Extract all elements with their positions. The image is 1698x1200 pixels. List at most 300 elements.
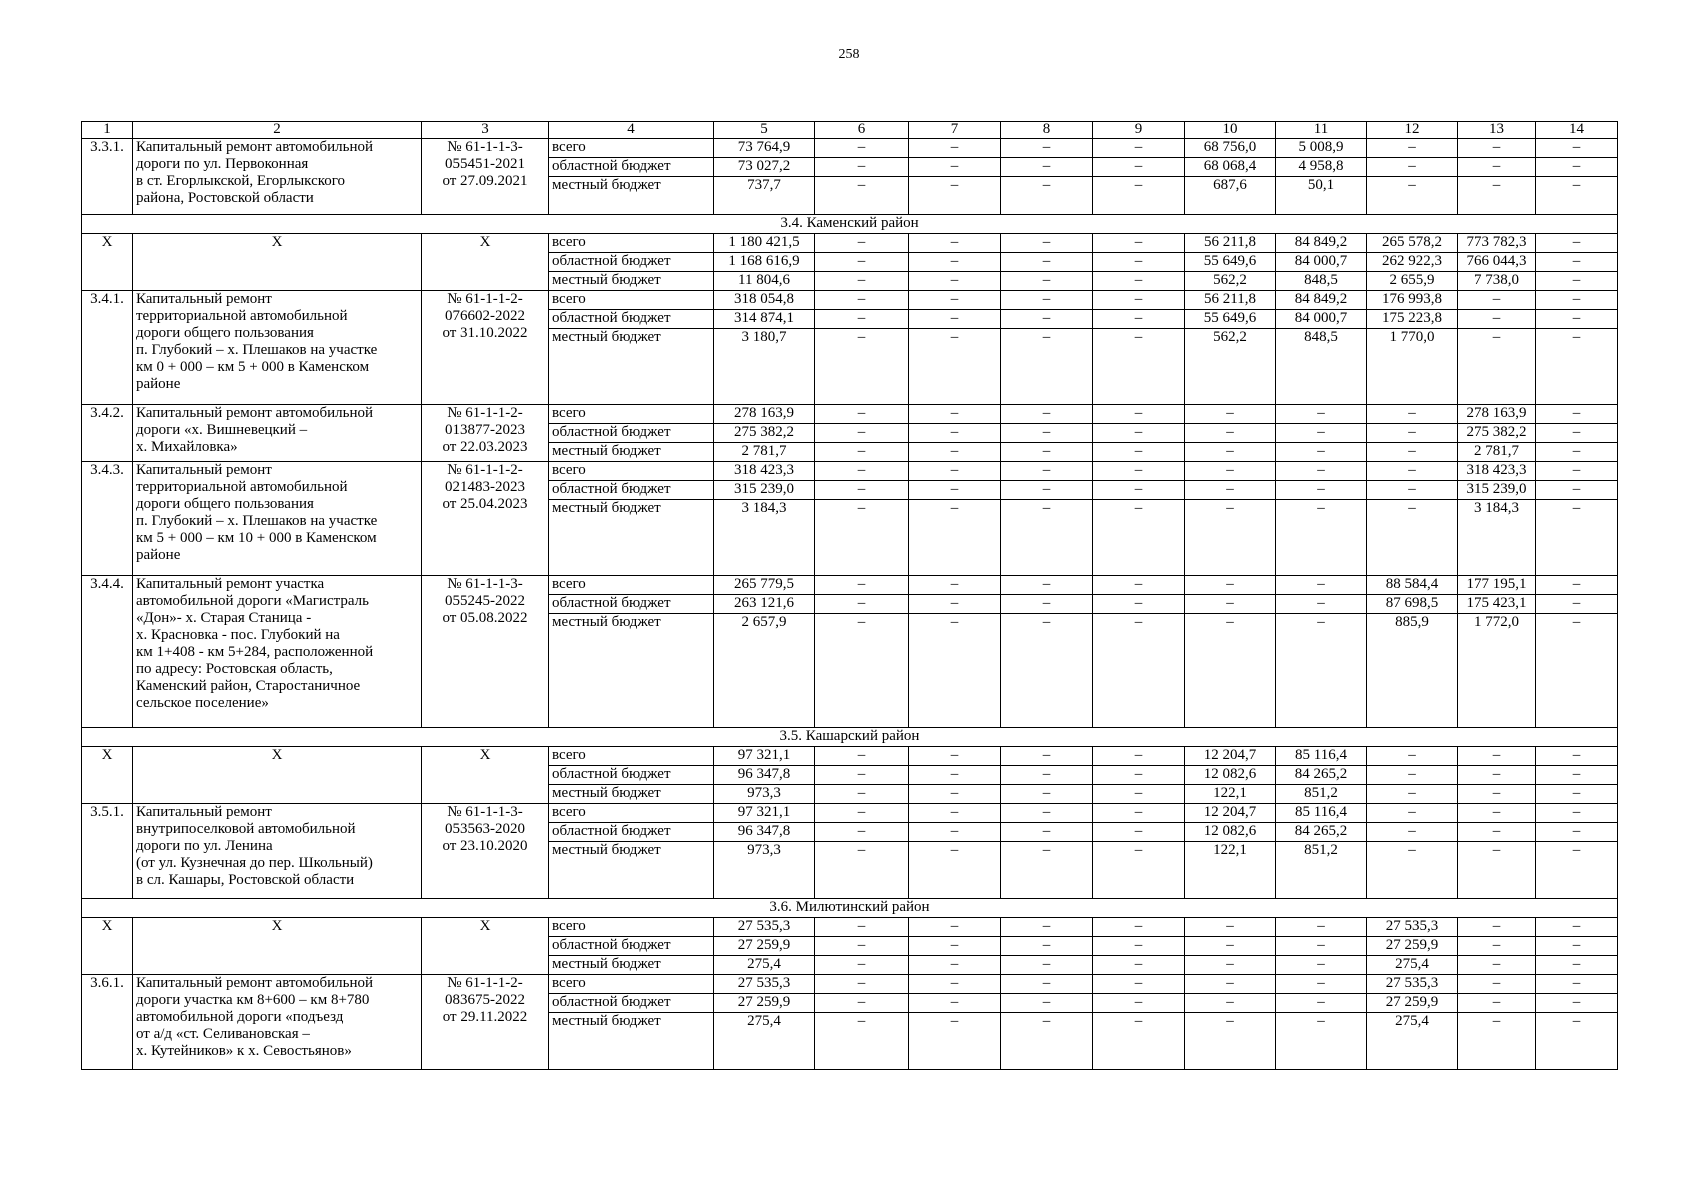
- table-row: [82, 576, 1618, 595]
- value-cell: –: [1367, 747, 1458, 766]
- value-cell: –: [1001, 291, 1093, 310]
- value-cell: 263 121,6: [714, 595, 815, 614]
- value-cell: –: [909, 329, 1001, 405]
- value-cell: 973,3: [714, 785, 815, 804]
- text-line: 083675-2022: [445, 992, 525, 1008]
- value-cell: –: [909, 234, 1001, 253]
- value-cell: 27 535,3: [1367, 918, 1458, 937]
- value-cell: –: [1458, 994, 1536, 1013]
- value-cell: –: [1536, 994, 1618, 1013]
- value-cell: –: [1458, 804, 1536, 823]
- text-line: 021483-2023: [445, 479, 525, 495]
- value-cell: –: [1185, 937, 1276, 956]
- text-line: от 29.11.2022: [442, 1009, 528, 1025]
- value-cell: –: [1185, 994, 1276, 1013]
- value-cell: 55 649,6: [1185, 253, 1276, 272]
- value-cell: –: [1536, 481, 1618, 500]
- value-cell: –: [1093, 291, 1185, 310]
- value-cell: –: [1001, 500, 1093, 576]
- funding-source: местный бюджет: [549, 614, 714, 728]
- value-cell: –: [1001, 766, 1093, 785]
- value-cell: –: [1276, 918, 1367, 937]
- value-cell: –: [909, 272, 1001, 291]
- value-cell: –: [1093, 405, 1185, 424]
- value-cell: 3 184,3: [714, 500, 815, 576]
- value-cell: –: [1001, 785, 1093, 804]
- text-line: от 27.09.2021: [442, 173, 528, 189]
- value-cell: –: [815, 234, 909, 253]
- funding-source: областной бюджет: [549, 253, 714, 272]
- funding-source: всего: [549, 975, 714, 994]
- value-cell: –: [815, 158, 909, 177]
- text-line: по адресу: Ростовская область,: [136, 661, 333, 677]
- item-registration: [422, 139, 549, 215]
- value-cell: –: [1185, 595, 1276, 614]
- value-cell: –: [1185, 405, 1276, 424]
- value-cell: –: [1367, 424, 1458, 443]
- value-cell: –: [1458, 139, 1536, 158]
- item-registration: [422, 462, 549, 576]
- text-line: внутрипоселковой автомобильной: [136, 821, 356, 837]
- text-line: дороги по ул. Ленина: [136, 838, 273, 854]
- value-cell: –: [909, 994, 1001, 1013]
- funding-source: всего: [549, 291, 714, 310]
- value-cell: 848,5: [1276, 329, 1367, 405]
- text-line: района, Ростовской области: [136, 190, 314, 206]
- value-cell: 7 738,0: [1458, 272, 1536, 291]
- value-cell: 84 000,7: [1276, 310, 1367, 329]
- value-cell: 851,2: [1276, 785, 1367, 804]
- value-cell: –: [1458, 975, 1536, 994]
- value-cell: –: [1001, 405, 1093, 424]
- text-line: Капитальный ремонт: [136, 804, 272, 820]
- text-line: х. Михайловка»: [136, 439, 238, 455]
- value-cell: –: [909, 405, 1001, 424]
- value-cell: –: [1367, 405, 1458, 424]
- value-cell: 318 423,3: [1458, 462, 1536, 481]
- value-cell: –: [1536, 747, 1618, 766]
- item-number: 3.4.4.: [82, 576, 133, 728]
- value-cell: 12 204,7: [1185, 747, 1276, 766]
- value-cell: –: [1276, 614, 1367, 728]
- value-cell: 2 655,9: [1367, 272, 1458, 291]
- table-row: [82, 462, 1618, 481]
- value-cell: –: [815, 823, 909, 842]
- value-cell: –: [1093, 272, 1185, 291]
- value-cell: 275,4: [1367, 1013, 1458, 1070]
- item-number: X: [82, 234, 133, 291]
- value-cell: 85 116,4: [1276, 804, 1367, 823]
- text-line: 055245-2022: [445, 593, 525, 609]
- text-line: сельское поселение»: [136, 695, 269, 711]
- value-cell: 1 770,0: [1367, 329, 1458, 405]
- text-line: № 61-1-1-2-: [447, 975, 523, 991]
- value-cell: 175 423,1: [1458, 595, 1536, 614]
- value-cell: –: [1458, 918, 1536, 937]
- text-line: от 23.10.2020: [442, 838, 528, 854]
- value-cell: 848,5: [1276, 272, 1367, 291]
- column-header: 5: [714, 122, 815, 139]
- value-cell: –: [815, 177, 909, 215]
- value-cell: –: [1001, 975, 1093, 994]
- text-line: № 61-1-1-2-: [447, 291, 523, 307]
- value-cell: 687,6: [1185, 177, 1276, 215]
- item-registration: [422, 405, 549, 462]
- value-cell: –: [1276, 424, 1367, 443]
- value-cell: 55 649,6: [1185, 310, 1276, 329]
- value-cell: –: [909, 158, 1001, 177]
- section-title: 3.6. Милютинский район: [82, 899, 1618, 918]
- value-cell: –: [1536, 785, 1618, 804]
- funding-source: всего: [549, 405, 714, 424]
- value-cell: –: [909, 139, 1001, 158]
- text-line: в ст. Егорлыкской, Егорлыкского: [136, 173, 346, 189]
- value-cell: 5 008,9: [1276, 139, 1367, 158]
- text-line: территориальной автомобильной: [136, 479, 348, 495]
- value-cell: –: [1458, 937, 1536, 956]
- value-cell: –: [1276, 443, 1367, 462]
- text-line: от 25.04.2023: [442, 496, 528, 512]
- table-row: [82, 291, 1618, 310]
- value-cell: –: [1001, 576, 1093, 595]
- value-cell: 84 849,2: [1276, 234, 1367, 253]
- section-row: [82, 215, 1618, 234]
- item-registration: [422, 804, 549, 899]
- item-number: X: [82, 918, 133, 975]
- value-cell: –: [909, 576, 1001, 595]
- value-cell: 11 804,6: [714, 272, 815, 291]
- value-cell: 737,7: [714, 177, 815, 215]
- value-cell: –: [1093, 500, 1185, 576]
- value-cell: –: [1458, 785, 1536, 804]
- value-cell: –: [909, 937, 1001, 956]
- value-cell: –: [909, 785, 1001, 804]
- value-cell: 275 382,2: [714, 424, 815, 443]
- value-cell: 265 779,5: [714, 576, 815, 595]
- value-cell: 97 321,1: [714, 747, 815, 766]
- text-line: дороги «х. Вишневецкий –: [136, 422, 308, 438]
- funding-source: областной бюджет: [549, 481, 714, 500]
- value-cell: 68 068,4: [1185, 158, 1276, 177]
- value-cell: –: [1093, 823, 1185, 842]
- column-header: 3: [422, 122, 549, 139]
- value-cell: –: [1276, 462, 1367, 481]
- value-cell: 262 922,3: [1367, 253, 1458, 272]
- item-number: 3.5.1.: [82, 804, 133, 899]
- funding-source: областной бюджет: [549, 424, 714, 443]
- page-number: 258: [838, 47, 860, 62]
- value-cell: –: [909, 481, 1001, 500]
- item-number: 3.4.2.: [82, 405, 133, 462]
- column-header: 12: [1367, 122, 1458, 139]
- text-line: в сл. Кашары, Ростовской области: [136, 872, 355, 888]
- value-cell: –: [1001, 310, 1093, 329]
- value-cell: –: [815, 500, 909, 576]
- section-row: [82, 728, 1618, 747]
- value-cell: –: [815, 956, 909, 975]
- value-cell: 315 239,0: [714, 481, 815, 500]
- value-cell: –: [1001, 329, 1093, 405]
- value-cell: –: [1536, 766, 1618, 785]
- table-row: [82, 975, 1618, 994]
- value-cell: –: [909, 443, 1001, 462]
- text-line: Капитальный ремонт: [136, 291, 272, 307]
- text-line: дороги участка км 8+600 – км 8+780: [136, 992, 370, 1008]
- value-cell: –: [909, 918, 1001, 937]
- value-cell: 27 535,3: [714, 918, 815, 937]
- text-line: X: [479, 234, 491, 250]
- section-title: 3.5. Кашарский район: [82, 728, 1618, 747]
- value-cell: –: [1001, 956, 1093, 975]
- value-cell: –: [1093, 842, 1185, 899]
- section-row: [82, 899, 1618, 918]
- value-cell: –: [1367, 481, 1458, 500]
- value-cell: –: [1093, 1013, 1185, 1070]
- value-cell: –: [1093, 747, 1185, 766]
- item-number: X: [82, 747, 133, 804]
- funding-source: местный бюджет: [549, 443, 714, 462]
- text-line: X: [271, 918, 283, 934]
- value-cell: –: [909, 956, 1001, 975]
- text-line: X: [271, 747, 283, 763]
- value-cell: –: [1093, 614, 1185, 728]
- value-cell: –: [1536, 253, 1618, 272]
- column-header: 9: [1093, 122, 1185, 139]
- value-cell: –: [1093, 595, 1185, 614]
- value-cell: 84 000,7: [1276, 253, 1367, 272]
- text-line: 076602-2022: [445, 308, 525, 324]
- text-line: х. Красновка - пос. Глубокий на: [136, 627, 340, 643]
- value-cell: –: [1185, 443, 1276, 462]
- value-cell: 97 321,1: [714, 804, 815, 823]
- item-registration: [422, 291, 549, 405]
- value-cell: –: [1001, 424, 1093, 443]
- value-cell: –: [1001, 918, 1093, 937]
- value-cell: 73 764,9: [714, 139, 815, 158]
- value-cell: 4 958,8: [1276, 158, 1367, 177]
- value-cell: –: [909, 500, 1001, 576]
- item-registration: [422, 234, 549, 291]
- text-line: № 61-1-1-2-: [447, 462, 523, 478]
- value-cell: –: [1001, 1013, 1093, 1070]
- value-cell: –: [909, 1013, 1001, 1070]
- funding-source: областной бюджет: [549, 823, 714, 842]
- value-cell: –: [1367, 823, 1458, 842]
- value-cell: 851,2: [1276, 842, 1367, 899]
- value-cell: –: [1001, 139, 1093, 158]
- text-line: от а/д «ст. Селивановская –: [136, 1026, 310, 1042]
- value-cell: –: [909, 595, 1001, 614]
- text-line: Капитальный ремонт участка: [136, 576, 325, 592]
- text-line: 053563-2020: [445, 821, 525, 837]
- value-cell: –: [1536, 823, 1618, 842]
- value-cell: –: [909, 975, 1001, 994]
- text-line: км 5 + 000 – км 10 + 000 в Каменском: [136, 530, 377, 546]
- value-cell: –: [1276, 576, 1367, 595]
- value-cell: 275,4: [1367, 956, 1458, 975]
- value-cell: –: [1536, 975, 1618, 994]
- value-cell: 885,9: [1367, 614, 1458, 728]
- value-cell: 2 781,7: [714, 443, 815, 462]
- value-cell: 73 027,2: [714, 158, 815, 177]
- value-cell: –: [1185, 956, 1276, 975]
- value-cell: 84 849,2: [1276, 291, 1367, 310]
- value-cell: –: [1367, 443, 1458, 462]
- value-cell: –: [1093, 975, 1185, 994]
- value-cell: 973,3: [714, 842, 815, 899]
- value-cell: –: [1458, 158, 1536, 177]
- value-cell: –: [1458, 842, 1536, 899]
- funding-source: всего: [549, 462, 714, 481]
- value-cell: 12 082,6: [1185, 766, 1276, 785]
- value-cell: –: [815, 481, 909, 500]
- value-cell: –: [1536, 937, 1618, 956]
- text-line: Капитальный ремонт автомобильной: [136, 405, 374, 421]
- value-cell: –: [815, 310, 909, 329]
- item-name: [133, 462, 422, 576]
- value-cell: –: [815, 747, 909, 766]
- table-row: [82, 405, 1618, 424]
- column-header: 11: [1276, 122, 1367, 139]
- column-header: 13: [1458, 122, 1536, 139]
- value-cell: 3 180,7: [714, 329, 815, 405]
- value-cell: 12 082,6: [1185, 823, 1276, 842]
- value-cell: –: [1536, 424, 1618, 443]
- value-cell: –: [1185, 576, 1276, 595]
- value-cell: 3 184,3: [1458, 500, 1536, 576]
- value-cell: –: [1185, 500, 1276, 576]
- text-line: X: [479, 747, 491, 763]
- column-header: 10: [1185, 122, 1276, 139]
- text-line: п. Глубокий – х. Плешаков на участке: [136, 513, 378, 529]
- value-cell: 562,2: [1185, 329, 1276, 405]
- value-cell: –: [815, 405, 909, 424]
- value-cell: 50,1: [1276, 177, 1367, 215]
- value-cell: –: [1276, 405, 1367, 424]
- table-row: [82, 139, 1618, 158]
- value-cell: 56 211,8: [1185, 291, 1276, 310]
- text-line: № 61-1-1-3-: [447, 576, 523, 592]
- value-cell: –: [909, 614, 1001, 728]
- value-cell: –: [815, 975, 909, 994]
- text-line: № 61-1-1-3-: [447, 139, 523, 155]
- funding-source: местный бюджет: [549, 177, 714, 215]
- value-cell: –: [1276, 1013, 1367, 1070]
- value-cell: –: [1458, 1013, 1536, 1070]
- value-cell: 1 168 616,9: [714, 253, 815, 272]
- item-number: 3.3.1.: [82, 139, 133, 215]
- value-cell: 175 223,8: [1367, 310, 1458, 329]
- item-name: [133, 405, 422, 462]
- value-cell: –: [815, 842, 909, 899]
- value-cell: 27 259,9: [1367, 937, 1458, 956]
- value-cell: –: [1093, 177, 1185, 215]
- value-cell: 318 054,8: [714, 291, 815, 310]
- value-cell: –: [815, 918, 909, 937]
- value-cell: –: [1367, 500, 1458, 576]
- value-cell: –: [1093, 956, 1185, 975]
- value-cell: –: [1001, 842, 1093, 899]
- value-cell: –: [1093, 481, 1185, 500]
- value-cell: –: [1001, 937, 1093, 956]
- value-cell: –: [1458, 329, 1536, 405]
- value-cell: –: [1458, 956, 1536, 975]
- funding-source: областной бюджет: [549, 310, 714, 329]
- value-cell: 2 781,7: [1458, 443, 1536, 462]
- value-cell: 265 578,2: [1367, 234, 1458, 253]
- value-cell: –: [1536, 1013, 1618, 1070]
- text-line: дороги по ул. Первоконная: [136, 156, 309, 172]
- value-cell: 315 239,0: [1458, 481, 1536, 500]
- value-cell: 122,1: [1185, 785, 1276, 804]
- value-cell: –: [1536, 918, 1618, 937]
- value-cell: –: [909, 804, 1001, 823]
- value-cell: –: [1093, 424, 1185, 443]
- value-cell: –: [815, 937, 909, 956]
- value-cell: –: [1276, 595, 1367, 614]
- value-cell: –: [1093, 994, 1185, 1013]
- value-cell: –: [1093, 234, 1185, 253]
- value-cell: –: [1093, 253, 1185, 272]
- text-line: 013877-2023: [445, 422, 525, 438]
- value-cell: –: [1001, 443, 1093, 462]
- value-cell: –: [815, 1013, 909, 1070]
- funding-source: местный бюджет: [549, 329, 714, 405]
- funding-source: всего: [549, 747, 714, 766]
- value-cell: 27 535,3: [1367, 975, 1458, 994]
- column-header: 4: [549, 122, 714, 139]
- value-cell: –: [1536, 405, 1618, 424]
- text-line: от 31.10.2022: [442, 325, 528, 341]
- value-cell: –: [1536, 234, 1618, 253]
- value-cell: –: [1185, 614, 1276, 728]
- value-cell: –: [1093, 804, 1185, 823]
- funding-source: местный бюджет: [549, 956, 714, 975]
- value-cell: –: [1276, 994, 1367, 1013]
- item-name: [133, 576, 422, 728]
- text-line: х. Кутейников» к х. Севостьянов»: [136, 1043, 352, 1059]
- value-cell: –: [815, 139, 909, 158]
- budget-table: [81, 121, 1618, 1070]
- text-line: км 0 + 000 – км 5 + 000 в Каменском: [136, 359, 370, 375]
- funding-source: областной бюджет: [549, 994, 714, 1013]
- text-line: от 22.03.2023: [442, 439, 528, 455]
- text-line: районе: [136, 547, 181, 563]
- value-cell: –: [815, 272, 909, 291]
- text-line: «Дон»- х. Старая Станица -: [136, 610, 312, 626]
- value-cell: –: [1536, 158, 1618, 177]
- value-cell: –: [1458, 291, 1536, 310]
- value-cell: 275,4: [714, 1013, 815, 1070]
- value-cell: 27 259,9: [714, 937, 815, 956]
- section-title: 3.4. Каменский район: [82, 215, 1618, 234]
- column-header: 6: [815, 122, 909, 139]
- value-cell: –: [1367, 766, 1458, 785]
- value-cell: –: [909, 842, 1001, 899]
- value-cell: –: [1536, 329, 1618, 405]
- value-cell: 275 382,2: [1458, 424, 1536, 443]
- funding-source: всего: [549, 139, 714, 158]
- value-cell: 773 782,3: [1458, 234, 1536, 253]
- value-cell: –: [1536, 139, 1618, 158]
- value-cell: 56 211,8: [1185, 234, 1276, 253]
- value-cell: –: [1185, 918, 1276, 937]
- value-cell: –: [909, 823, 1001, 842]
- value-cell: 122,1: [1185, 842, 1276, 899]
- value-cell: –: [1001, 272, 1093, 291]
- value-cell: 85 116,4: [1276, 747, 1367, 766]
- text-line: X: [271, 234, 283, 250]
